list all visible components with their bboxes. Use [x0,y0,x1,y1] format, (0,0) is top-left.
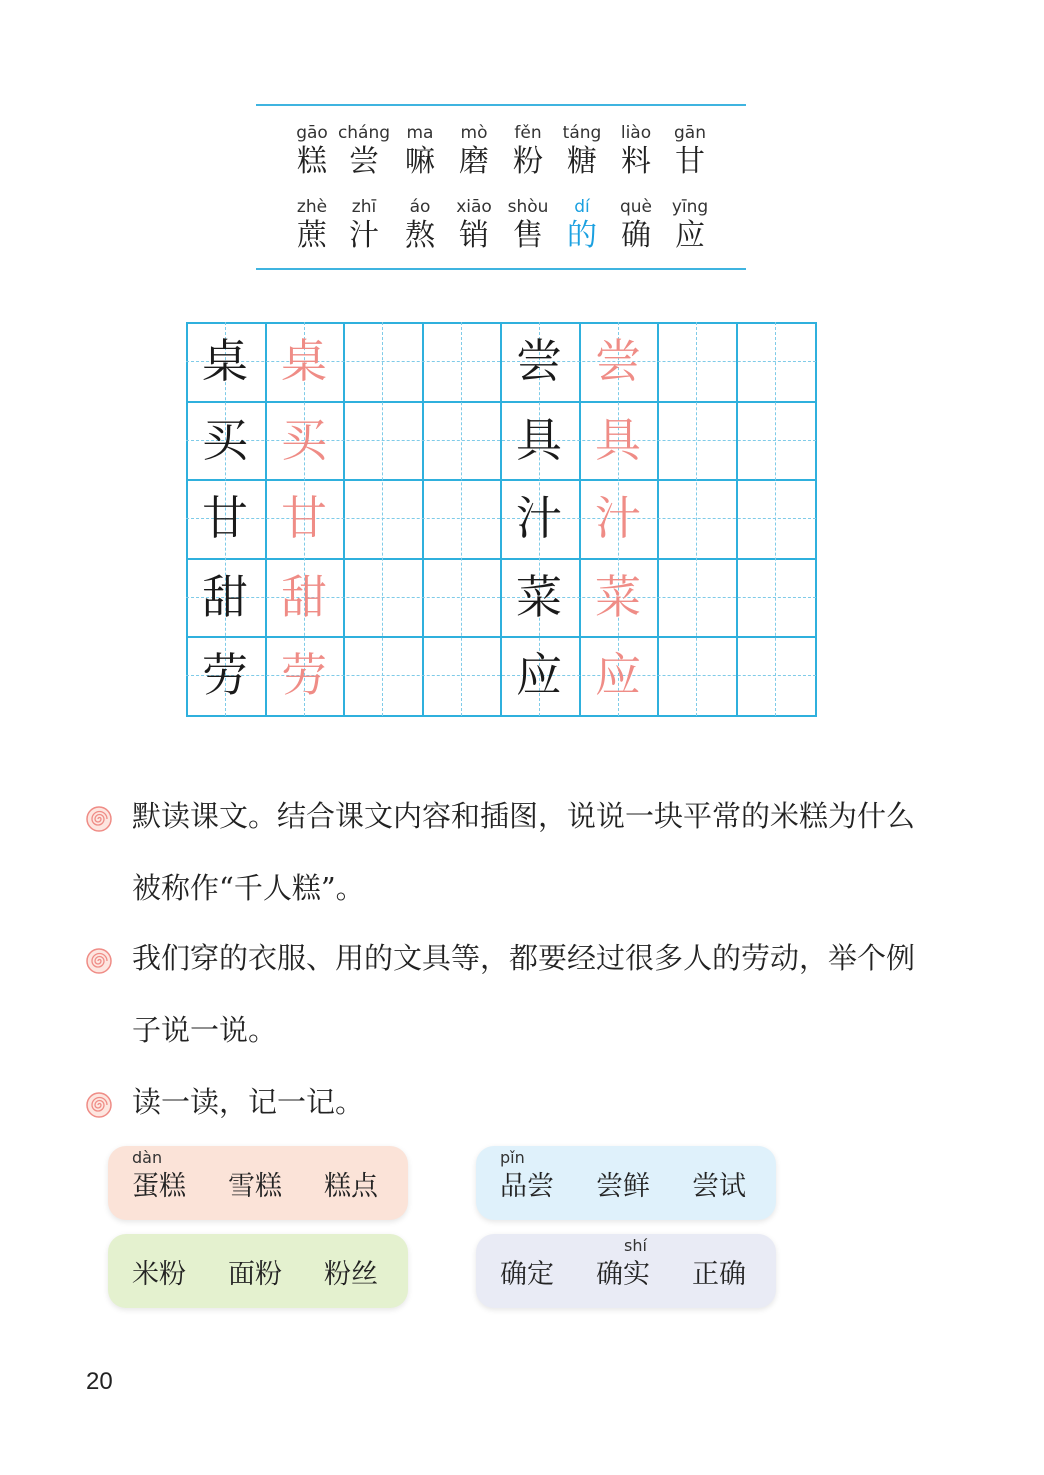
grid-line [343,322,345,716]
spiral-bullet-icon [86,806,112,832]
tracing-character: 劳 [281,648,327,702]
vocab-pinyin: liào [620,123,652,143]
model-character: 尝 [516,334,562,388]
question-text: 我们穿的衣服、用的文具等，都要经过很多人的劳动，举个例子说一说。 [132,941,916,1047]
model-character: 具 [516,413,562,467]
tracing-character: 具 [595,413,641,467]
word-item: 品尝 [500,1171,554,1202]
tracing-character: 甜 [281,570,327,624]
grid-guide-line [461,322,462,716]
vocab-character: 料 [621,144,651,179]
vocab-pinyin: què [619,197,653,217]
vocabulary-row-2 [256,196,746,254]
vocab-item [332,196,396,254]
tracing-character: 甘 [281,491,327,545]
tracing-character: 尝 [595,334,641,388]
word-item: 米粉 [132,1259,186,1290]
vocab-character: 甘 [675,144,705,179]
word-item: 尝鲜 [596,1171,650,1202]
word-box-fen [108,1234,408,1308]
character-writing-grid [186,322,816,716]
vocab-character: 售 [513,218,543,253]
vocab-pinyin: táng [562,123,602,143]
grid-guide-line [382,322,383,716]
vocab-pinyin: zhī [351,197,377,217]
vocab-pinyin: mò [460,123,488,143]
grid-guide-line [775,322,776,716]
question-text: 读一读，记一记。 [132,1085,365,1119]
word-pinyin: shí [624,1236,647,1255]
vocab-pinyin: shòu [507,197,549,217]
vocab-pinyin: áo [409,197,431,217]
word-item: 雪糕 [228,1171,282,1202]
vocab-character: 磨 [459,144,489,179]
vocab-item [658,196,722,254]
tracing-character: 应 [595,648,641,702]
model-character: 甘 [202,491,248,545]
vocab-pinyin: yīng [671,197,709,217]
vocab-character: 的 [567,218,597,253]
grid-line [657,322,659,716]
vocab-character: 嘛 [405,144,435,179]
model-character: 桌 [202,334,248,388]
word-item: 确实 [596,1259,650,1290]
vocab-character: 蔗 [297,218,327,253]
word-item: 尝试 [692,1171,746,1202]
vocab-character: 销 [459,218,489,253]
tracing-character: 买 [281,413,327,467]
vocab-item [658,122,722,180]
grid-line [422,322,424,716]
word-item: 面粉 [228,1259,282,1290]
grid-guide-line [696,322,697,716]
vocab-character: 糖 [567,144,597,179]
model-character: 应 [516,648,562,702]
model-character: 汁 [516,491,562,545]
vocabulary-block [256,104,746,270]
page-number: 20 [86,1368,113,1395]
word-box-que [476,1234,776,1308]
tracing-character: 汁 [595,491,641,545]
tracing-character: 菜 [595,570,641,624]
grid-line [736,322,738,716]
spiral-bullet-icon [86,1092,112,1118]
question-text: 默读课文。结合课文内容和插图，说说一块平常的米糕为什么被称作“千人糕”。 [132,799,916,905]
vocab-pinyin: xiāo [456,197,492,217]
vocab-pinyin: gān [674,123,706,143]
vocab-pinyin: ma [406,123,434,143]
vocab-pinyin: fěn [514,123,542,143]
word-item: 确定 [500,1259,554,1290]
word-item: 蛋糕 [132,1171,186,1202]
vocab-character: 熬 [405,218,435,253]
vocab-character: 确 [621,218,651,253]
vocab-pinyin: dí [574,197,590,217]
vocabulary-row-1 [256,122,746,180]
word-item: 正确 [692,1259,746,1290]
model-character: 菜 [516,570,562,624]
word-item: 粉丝 [324,1259,378,1290]
vocab-character: 糕 [297,144,327,179]
vocab-character: 尝 [349,144,379,179]
word-item: 糕点 [324,1171,378,1202]
vocab-pinyin: gāo [296,123,328,143]
word-box-gao [108,1146,408,1220]
tracing-character: 桌 [281,334,327,388]
spiral-bullet-icon [86,948,112,974]
vocab-character: 应 [675,218,705,253]
model-character: 甜 [202,570,248,624]
model-character: 劳 [202,648,248,702]
vocab-item [332,122,396,180]
vocab-character: 汁 [349,218,379,253]
vocab-character: 粉 [513,144,543,179]
word-pinyin: pǐn [500,1148,525,1167]
vocab-pinyin: cháng [337,123,391,143]
word-box-chang [476,1146,776,1220]
vocab-pinyin: zhè [296,197,328,217]
model-character: 买 [202,413,248,467]
word-pinyin: dàn [132,1148,163,1167]
